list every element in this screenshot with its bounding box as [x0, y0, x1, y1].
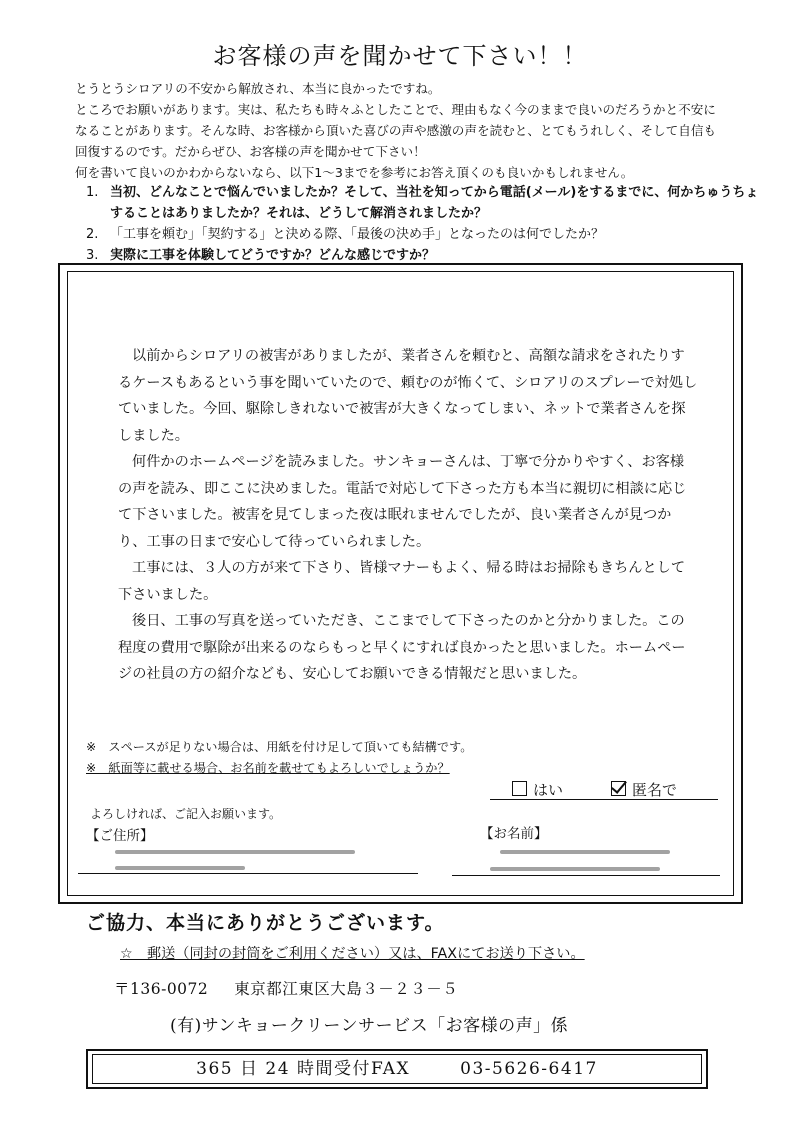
question-number: 2. — [86, 227, 99, 242]
name-field-line[interactable] — [452, 875, 720, 876]
option-yes-label: はい — [533, 781, 564, 799]
question-item — [86, 224, 766, 245]
option-yes[interactable] — [512, 779, 563, 800]
address-field-line[interactable] — [78, 873, 418, 874]
name-publish-options — [490, 779, 718, 800]
notes — [86, 737, 472, 779]
fax-info — [92, 1054, 702, 1084]
intro-line: 回復するのです。だからぜひ、お客様の声を聞かせて下さい！ — [75, 144, 426, 159]
page-title: お客様の声を聞かせて下さい！！ — [212, 42, 588, 70]
street-address: 東京都江東区大島３－２３－５ — [234, 980, 459, 998]
checkbox-yes[interactable] — [512, 781, 527, 796]
question-list — [86, 182, 766, 266]
intro-line: とうとうシロアリの不安から解放され、本当に良かったですね。 — [75, 81, 441, 96]
option-anonymous-label: 匿名で — [632, 781, 678, 799]
thanks-message: ご協力、本当にありがとうございます。 — [86, 912, 445, 934]
intro-text — [75, 78, 755, 183]
note-publish: ※ 紙面等に載せる場合、お名前を載せてもよろしいでしょうか？ — [86, 761, 450, 775]
name-label: 【お名前】 — [480, 826, 548, 842]
checkbox-anonymous[interactable] — [611, 781, 626, 796]
address-label: 【ご住所】 — [86, 828, 154, 844]
mail-instruction: ☆ 郵送（同封の封筒をご利用ください）又は、FAXにてお送り下さい。 — [120, 946, 585, 962]
fill-in-request: よろしければ、ご記入お願います。 — [90, 807, 282, 821]
zip-code: 〒136-0072 — [114, 980, 209, 998]
note-space: ※ スペースが足りない場合は、用紙を付け足して頂いても結構です。 — [86, 740, 473, 754]
postal-address — [114, 977, 458, 999]
question-text: 実際に工事を体験してどうですか？どんな感じですか？ — [110, 248, 436, 263]
question-text: 当初、どんなことで悩んでいましたか？そして、当社を知ってから電話(メール)をするまでに、何かちゅうちょすることはありましたか？それは、どうして解消されましたか？ — [110, 185, 759, 221]
intro-line: なることがあります。そんな時、お客様から頂いた喜びの声や感激の声を読むと、とてもうれしく、そして自信も — [75, 123, 717, 138]
question-text: 「工事を頼む」「契約する」と決める際、「最後の決め手」となったのは何でしたか？ — [110, 227, 605, 242]
redacted-address-line-1 — [115, 850, 355, 854]
redacted-name-line-1 — [500, 850, 670, 854]
testimonial-paragraph: 何件かのホームページを読みました。サンキョーさんは、丁寧で分かりやすく、お客様の声を読み、即ここに決めました。電話で対応して下さった方も本当に親切に相談に応じて下さいました。被害を見てしまった夜は眠れませんでしたが、良い業者さんが見つかり、工事の日まで安心して待っていられました。 — [118, 454, 687, 550]
option-anonymous[interactable] — [611, 779, 677, 800]
testimonial-paragraph: 工事には、３人の方が来て下さり、皆様マナーもよく、帰る時はお掃除もきちんとして下さいました。 — [118, 560, 686, 603]
question-item — [86, 182, 766, 224]
redacted-address-line-2 — [115, 866, 245, 870]
question-number: 3. — [86, 248, 99, 263]
intro-line: ところでお願いがあります。実は、私たちも時々ふとしたことで、理由もなく今のままで良いのだろうかと不安に — [75, 102, 716, 117]
fax-number: 03-5626-6417 — [460, 1059, 598, 1079]
testimonial-paragraph: 以前からシロアリの被害がありましたが、業者さんを頼むと、高額な請求をされたりするケースもあるという事を聞いていたので、頼むのが怖くて、シロアリのスプレーで対処していました。今回、駆除しきれないで被害が大きくなってしまい、ネットで業者さんを探しました。 — [118, 348, 698, 444]
intro-line: 何を書いて良いのかわからないなら、以下1～3までを参考にお答え頂くのも良いかもしれません。 — [75, 165, 634, 180]
company-name: (有)サンキョークリーンサービス「お客様の声」係 — [170, 1016, 569, 1036]
question-number: 1. — [86, 185, 99, 200]
fax-label: 365 日 24 時間受付FAX — [196, 1059, 411, 1079]
redacted-name-line-2 — [490, 867, 660, 871]
testimonial-text — [118, 343, 698, 688]
testimonial-paragraph: 後日、工事の写真を送っていただき、ここまでして下さったのかと分かりました。この程度の費用で駆除が出来るのならもっと早くにすれば良かったと思いました。ホームページの社員の方の紹介なども、安心してお願いできる情報だと思いました。 — [118, 613, 686, 682]
